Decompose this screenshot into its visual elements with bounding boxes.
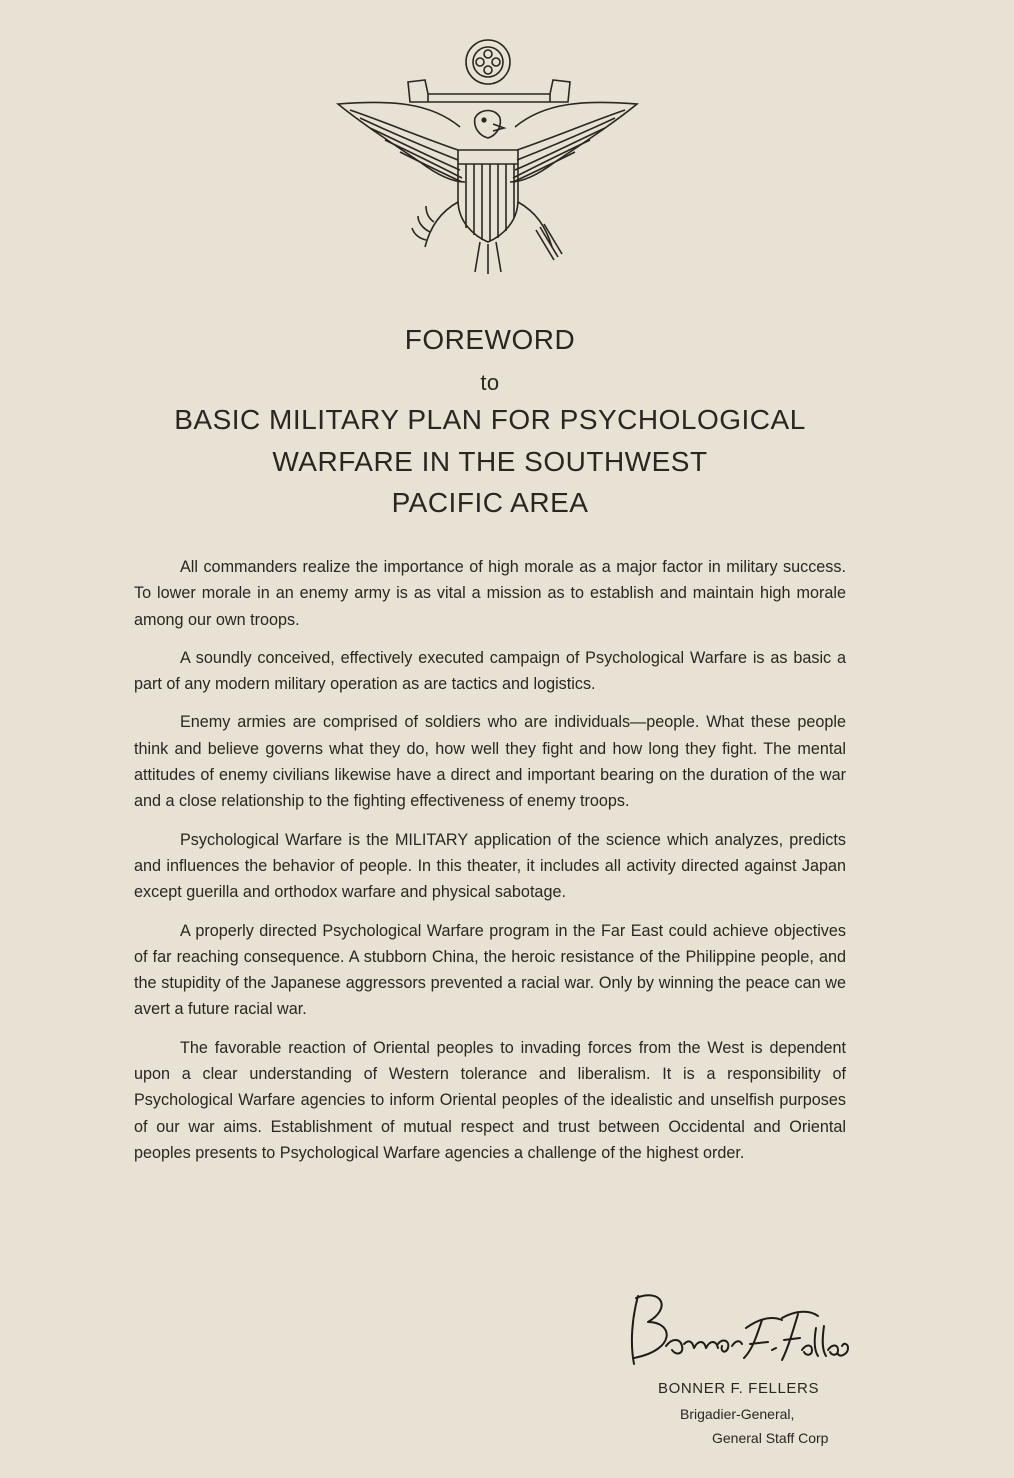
signatory-rank: Brigadier-General, [680,1406,795,1422]
heading-to: to [480,370,500,395]
paragraph: A soundly conceived, effectively executed campaign of Psychological Warfare is as basic a part of any modern military operation as are tactics and logistics. [134,648,846,694]
paragraph: All commanders realize the importance of high morale as a major factor in military success. To lower morale in an enemy army is as vital a mission as to establish and maintain high morale among our own troops. [134,558,846,629]
heading-title-line-3: PACIFIC AREA [391,487,589,518]
foreword-body [134,554,846,1178]
paragraph: The favorable reaction of Oriental peoples to invading forces from the West is dependent upon a clear understanding of Western tolerance and liberalism. It is a responsibility of Psychological Warfare agencies to inform Oriental peoples of the idealistic and unselfish purposes of our war aims. Establishment of mutual respect and trust between Occidental and Oriental peoples presents to Psychological Warfare agencies a challenge of the highest order. [134,1038,846,1162]
paragraph: Enemy armies are comprised of soldiers who are individuals—people. What these people think and believe governs what they do, how well they fight and how long they fight. The mental attitudes of enemy civilians likewise have a direct and important bearing on the duration of the war and a close relationship to the fighting effectiveness of enemy troops. [134,713,846,811]
paragraph: Psychological Warfare is the MILITARY application of the science which analyzes, predicts and influences the behavior of people. In this theater, it includes all activity directed against Japan except guerilla and orthodox warfare and physical sabotage. [134,830,846,902]
signatory-corps: General Staff Corp [712,1430,829,1446]
heading-foreword: FOREWORD [404,324,576,355]
heading-title-line-2: WARFARE IN THE SOUTHWEST [272,446,708,477]
heading-title-line-1: BASIC MILITARY PLAN FOR PSYCHOLOGICAL [174,404,806,435]
paragraph: A properly directed Psychological Warfare program in the Far East could achieve objectives of far reaching consequence. A stubborn China, the heroic resistance of the Philippine people, and the stupidity of the Japanese aggressors prevented a racial war. Only by winning the peace can we avert a future racial war. [134,921,846,1019]
eagle-seal-icon [330,32,645,277]
signatory-name: BONNER F. FELLERS [658,1380,820,1397]
handwritten-signature [622,1288,852,1368]
